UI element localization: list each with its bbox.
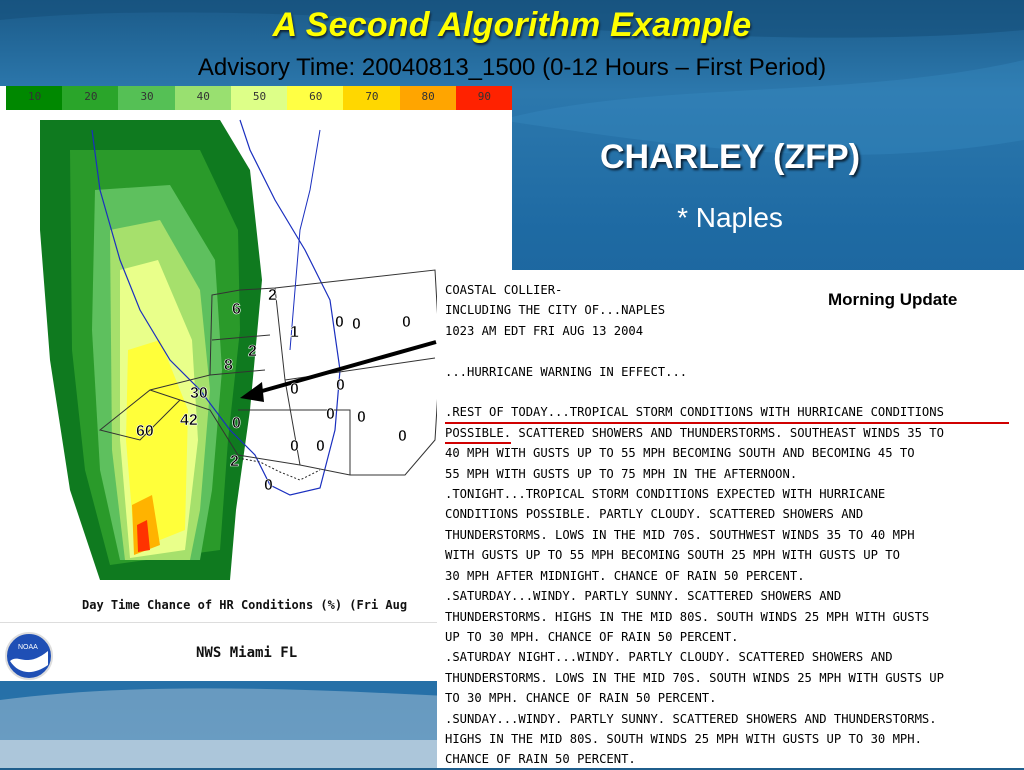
legend-label: 60 <box>309 90 323 103</box>
zone-value-label: 2 <box>248 343 257 360</box>
legend-label: 50 <box>252 90 267 103</box>
zone-value-label: 1 <box>290 324 299 341</box>
zone-value-label: 8 <box>224 357 233 374</box>
forecast-line: INCLUDING THE CITY OF...NAPLES <box>445 303 666 318</box>
zone-value-label: 0 <box>352 316 361 333</box>
zone-value-label: 0 <box>335 314 344 331</box>
forecast-line: COASTAL COLLIER- <box>445 283 563 297</box>
forecast-line: .SUNDAY...WINDY. PARTLY SUNNY. SCATTERED SHOWERS AND THUNDERSTORMS. <box>445 711 937 726</box>
zone-value-label: 0 <box>316 438 325 455</box>
storm-title: CHARLEY (ZFP) <box>599 138 861 176</box>
legend-cell <box>231 86 287 110</box>
legend-label: 10 <box>28 90 42 103</box>
zone-value-label: 0 <box>290 381 299 398</box>
zone-value-label: 0 <box>326 406 335 423</box>
zone-value-label: 0 <box>264 477 273 494</box>
highlight-underline <box>445 422 1009 424</box>
zone-forecast-panel <box>437 270 1024 768</box>
forecast-line: .REST OF TODAY...TROPICAL STORM CONDITIONS WITH HURRICANE CONDITIONS <box>445 405 944 420</box>
zone-value-label: 30 <box>190 385 208 402</box>
forecast-line: CONDITIONS POSSIBLE. PARTLY CLOUDY. SCATTERED SHOWERS AND <box>445 507 864 522</box>
forecast-line: .SATURDAY...WINDY. PARTLY SUNNY. SCATTERED SHOWERS AND <box>445 589 842 604</box>
forecast-line: THUNDERSTORMS. HIGHS IN THE MID 80S. SOUTH WINDS 25 MPH WITH GUSTS <box>445 609 930 624</box>
forecast-line: 30 MPH AFTER MIDNIGHT. CHANCE OF RAIN 50 PERCENT. <box>445 568 805 583</box>
zone-value-label: 42 <box>180 412 198 429</box>
zone-value-label: 2 <box>268 287 277 304</box>
map-footer <box>0 622 512 681</box>
legend-label: 40 <box>196 90 210 103</box>
morning-update-label: Morning Update <box>828 290 958 309</box>
forecast-line: THUNDERSTORMS. LOWS IN THE MID 70S. SOUTH WINDS 25 MPH WITH GUSTS UP <box>445 670 944 685</box>
legend-cell <box>456 86 512 110</box>
office-label: NWS Miami FL <box>196 645 298 661</box>
slide-title: A Second Algorithm Example <box>272 6 752 44</box>
legend-label: 70 <box>365 90 379 103</box>
probability-map-panel <box>0 86 512 680</box>
legend-label: 80 <box>421 90 435 103</box>
forecast-line: 40 MPH WITH GUSTS UP TO 55 MPH BECOMING SOUTH AND BECOMING 45 TO <box>445 446 915 461</box>
forecast-line: UP TO 30 MPH. CHANCE OF RAIN 50 PERCENT. <box>445 629 739 644</box>
legend-label: 30 <box>140 90 154 103</box>
highlight-underline-2 <box>445 442 511 444</box>
forecast-line: 55 MPH WITH GUSTS UP TO 75 MPH IN THE AFTERNOON. <box>445 466 798 481</box>
legend-cell <box>343 86 399 110</box>
noaa-logo-icon <box>4 631 54 681</box>
slide-subtitle: Advisory Time: 20040813_1500 (0-12 Hours – First Period) <box>197 54 827 81</box>
location-label: * Naples <box>677 202 783 233</box>
color-legend <box>6 86 512 110</box>
zone-value-label: 0 <box>402 314 411 331</box>
forecast-line: ...HURRICANE WARNING IN EFFECT... <box>445 364 688 379</box>
zone-value-label: 0 <box>357 409 366 426</box>
zone-value-label: 0 <box>336 377 345 394</box>
noaa-logo-text: NOAA <box>18 644 38 651</box>
forecast-line: TO 30 MPH. CHANCE OF RAIN 50 PERCENT. <box>445 691 717 706</box>
zone-value-label: 0 <box>290 438 299 455</box>
zone-value-label: 60 <box>136 423 154 440</box>
forecast-line: .TONIGHT...TROPICAL STORM CONDITIONS EXPECTED WITH HURRICANE <box>445 487 886 502</box>
zone-value-label: 0 <box>398 428 407 445</box>
forecast-line: THUNDERSTORMS. LOWS IN THE MID 70S. SOUTHWEST WINDS 35 TO 40 MPH <box>445 527 915 542</box>
forecast-line: .SATURDAY NIGHT...WINDY. PARTLY CLOUDY. SCATTERED SHOWERS AND <box>445 650 893 665</box>
forecast-line: WITH GUSTS UP TO 55 MPH BECOMING SOUTH 25 MPH WITH GUSTS UP TO <box>445 548 900 563</box>
zone-value-label: 0 <box>232 415 241 432</box>
map-caption: Day Time Chance of HR Conditions (%) (Fri Aug <box>82 598 408 612</box>
legend-cell <box>62 86 118 110</box>
legend-label: 20 <box>84 90 98 103</box>
legend-cell <box>6 86 62 110</box>
legend-cell <box>118 86 174 110</box>
forecast-line: CHANCE OF RAIN 50 PERCENT. <box>445 752 636 767</box>
florida-map <box>0 110 512 598</box>
track-line <box>290 130 320 350</box>
forecast-line: 1023 AM EDT FRI AUG 13 2004 <box>445 323 644 338</box>
forecast-line: HIGHS IN THE MID 80S. SOUTH WINDS 25 MPH WITH GUSTS UP TO 30 MPH. <box>445 731 922 746</box>
legend-label: 90 <box>477 90 491 103</box>
legend-cell <box>400 86 456 110</box>
zone-forecast-text <box>445 280 944 770</box>
legend-cell <box>287 86 343 110</box>
forecast-line: POSSIBLE. SCATTERED SHOWERS AND THUNDERSTORMS. SOUTHEAST WINDS 35 TO <box>445 425 944 440</box>
zone-value-label: 6 <box>232 301 241 318</box>
zone-value-label: 2 <box>230 453 239 470</box>
legend-cell <box>175 86 231 110</box>
